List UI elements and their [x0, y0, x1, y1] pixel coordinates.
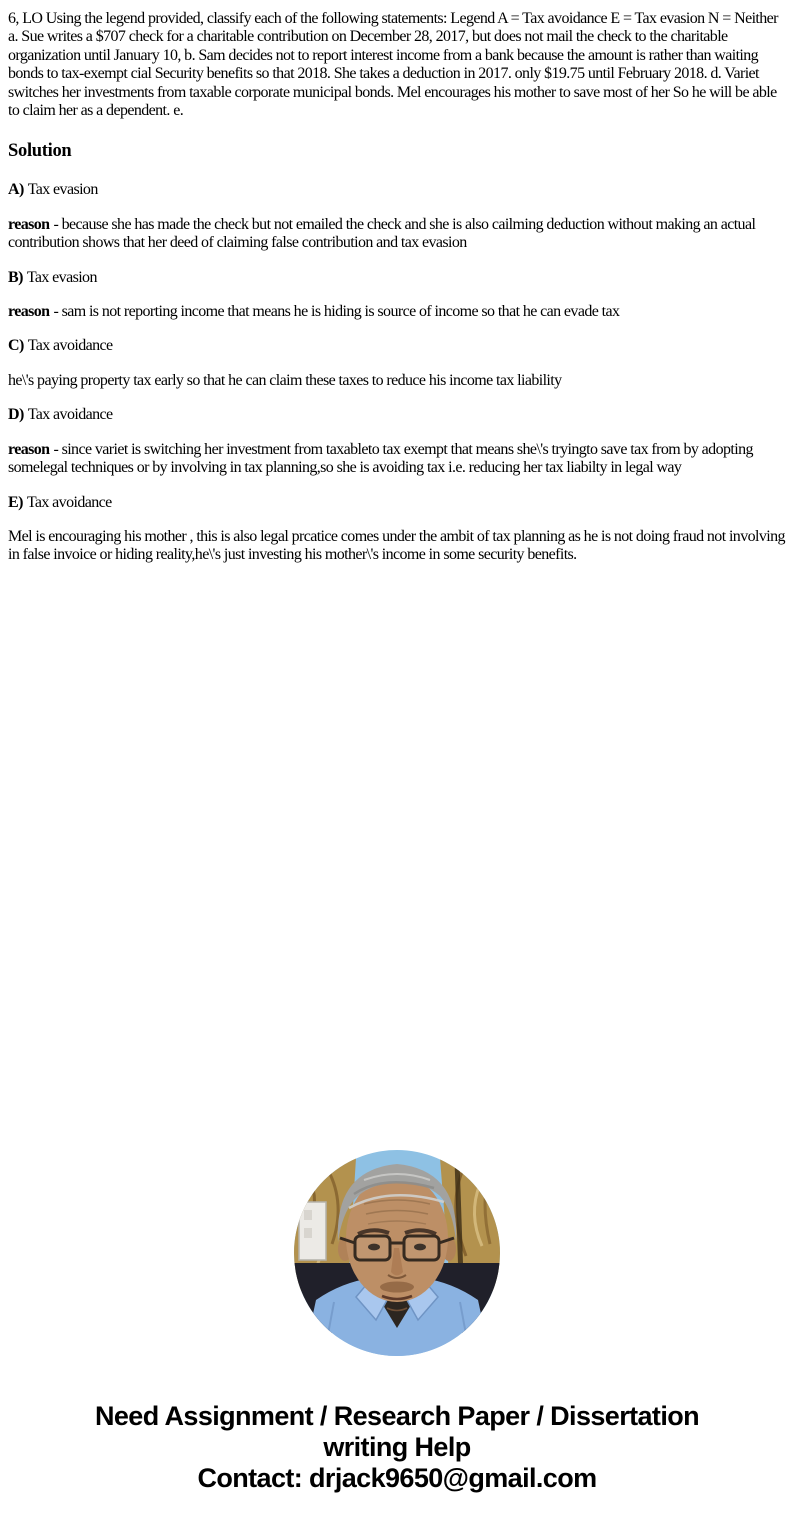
- answer-label-e: E): [8, 493, 23, 511]
- reason-text-d: - since variet is switching her investment from taxableto tax exempt that means she\'s tryingto save tax from by adopting somelegal techniques or by involving in tax planning,so she is avoiding tax i.e. reducing her tax liabilty in legal way: [8, 440, 753, 477]
- answer-label-c: C): [8, 337, 24, 355]
- solution-heading: Solution: [8, 141, 72, 162]
- answer-label-a: A): [8, 181, 24, 199]
- answer-line-e: [8, 494, 787, 512]
- answer-line-d: [8, 406, 787, 424]
- banner-line-2: writing Help: [323, 1432, 471, 1462]
- reason-label-a: reason: [8, 215, 50, 233]
- banner-line-1: Need Assignment / Research Paper / Dissertation: [94, 1401, 700, 1431]
- reason-label-d: reason: [8, 440, 50, 458]
- reason-text-b: - sam is not reporting income that means he is hiding is source of income so that he can evade tax: [53, 303, 620, 321]
- question-text: 6, LO Using the legend provided, classify each of the following statements: Legend A = Tax avoidance E = Tax evasion N = Neither a. Sue writes a $707 check for a charitable contribution on December 28, 2017, but does not mail the check to the charitable organization until January 10, b. Sam decides not to report interest income from a bank because the amount is rather than waiting bonds to tax-exempt cial Security benefits so that 2018. She takes a deduction in 2017. only $19.75 until February 2018. d. Variet switches her investments from taxable corporate municipal bonds. Mel encourages his mother to save most of her So he will be able to claim her as a dependent. e.: [8, 10, 778, 120]
- reason-text-a: - because she has made the check but not emailed the check and she is also cailming deduction without making an actual contribution shows that her deed of claiming false contribution and tax evasion: [8, 215, 756, 252]
- answer-line-c: [8, 337, 787, 355]
- answer-label-d: D): [8, 406, 24, 424]
- answer-line-a: [8, 181, 787, 199]
- answer-line-b: [8, 269, 787, 287]
- answer-value-a: Tax evasion: [27, 181, 98, 199]
- reason-label-b: reason: [8, 303, 50, 321]
- answer-label-b: B): [8, 268, 23, 286]
- solution-document: [8, 8, 787, 565]
- reason-paragraph-a: [8, 216, 787, 253]
- avatar-photo-icon: [294, 1150, 500, 1356]
- note-paragraph-e: Mel is encouraging his mother , this is also legal prcatice comes under the ambit of tax planning as he is not doing fraud not involving in false invoice or hiding reality,he\'s just investing his mother\'s income in some security benefits.: [8, 527, 785, 564]
- answer-value-e: Tax avoidance: [26, 493, 112, 511]
- banner-line-3: Contact: drjack9650@gmail.com: [197, 1463, 597, 1493]
- note-paragraph-c: he\'s paying property tax early so that he can claim these taxes to reduce his income tax liability: [8, 371, 562, 389]
- answer-value-b: Tax evasion: [26, 268, 97, 286]
- avatar-wall-panel: [299, 1202, 326, 1260]
- answer-value-d: Tax avoidance: [27, 406, 113, 424]
- help-banner: [0, 1401, 794, 1494]
- reason-paragraph-d: [8, 441, 787, 478]
- avatar: [294, 1150, 500, 1356]
- answer-value-c: Tax avoidance: [27, 337, 113, 355]
- reason-paragraph-b: [8, 303, 787, 321]
